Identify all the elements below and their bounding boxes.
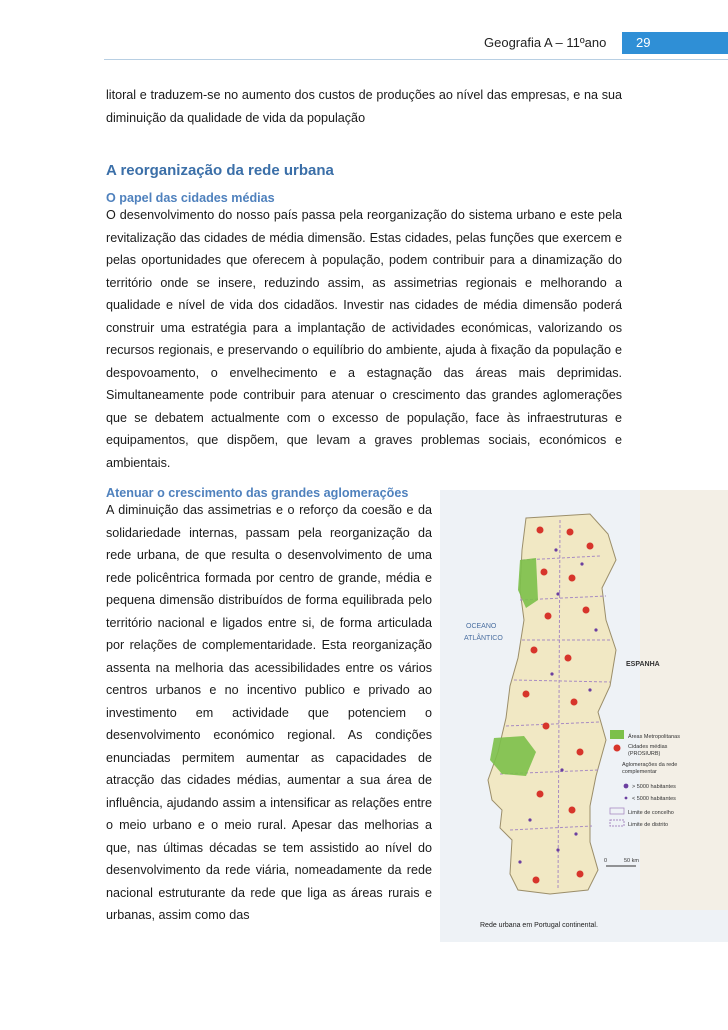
legend-metro: Áreas Metropolitanas (628, 734, 680, 740)
legend-municipal: Limite de concelho (628, 810, 674, 816)
legend-agglo-1: Aglomerações da rede (622, 762, 678, 768)
urban-network-map (440, 490, 728, 942)
intro-paragraph: litoral e traduzem-se no aumento dos custos de produções ao nível das empresas, e na sua diminuição da qualidade de vida da população (106, 88, 622, 125)
header-title: Geografia A – 11ºano (484, 35, 607, 50)
subsection-title-cidades-medias: O papel das cidades médias (106, 191, 275, 205)
legend-district: Limite de distrito (628, 822, 669, 828)
map-caption: Rede urbana em Portugal continental. (480, 922, 598, 929)
paragraph-cidades-medias: O desenvolvimento do nosso país passa pela reorganização do sistema urbano e este pela revitalização das cidades de média dimensão. Estas cidades, pelas funções que exercem e pelas oportunidades que oferecem à população, podem contribuir para a dinamização do território onde se insere, reduzindo assim, as assimetrias regionais e melhorando a qualidade e nível de vida dos cidadãos. Investir nas cidades de média dimensão poderá construir uma estratégia para a implantação de actividades económicas, valorizando os recursos regionais, e preservando o equilíbrio do ambiente, ajuda à fixação da população e despovoamento, o envelhecimento e a estagnação das áreas mais deprimidas. Simultaneamente pode contribuir para atenuar o crescimento das grandes aglomerações que se debatem actualmente com o excesso de população, face às infraestruturas e equipamentos, que dispõem, que levam a graves problemas sociais, económicos e ambientais. (106, 208, 622, 470)
page-header (0, 0, 728, 60)
page-number: 29 (622, 32, 728, 54)
legend-large: > 5000 habitantes (632, 784, 676, 790)
legend-small: < 5000 habitantes (632, 796, 676, 802)
legend-medium-2: (PROSIURB) (628, 751, 661, 757)
paragraph-aglomeracoes: A diminuição das assimetrias e o reforço da coesão e da solidariedade internas, passam pela reorganização da rede urbana, de que resulta o desenvolvimento de uma rede policêntrica formada por centro de grande, média e pequena dimensão distribuídos de forma equilibrada pelo território nacional e ligados entre si, de forma articulada por relações de complementaridade. Esta reorganização assenta na melhoria das acessibilidades entre os vários centros urbanos e no incentivo publico e privado ao investimento em actividade que potenciem o desenvolvimento económico regional. As condições enunciadas permitem aumentar as capacidades de atracção das cidades médias, aumentar a sua área de influência, ajudando assim a intensificar as relações entre o meio urbano e o meio rural. Apesar das melhorias a que, nas últimas décadas se tem assistido ao nível do desenvolvimento da rede viária, nomeadamente da rede nacional estruturante da rede que liga as áreas rurais e urbanas, assim como das (106, 503, 432, 922)
section-title: A reorganização da rede urbana (106, 162, 334, 179)
ocean-label-2: ATLÂNTICO (464, 635, 503, 642)
scale-label: 50 km (624, 858, 639, 864)
header-rule (104, 59, 728, 60)
legend-agglo-2: complementar (622, 769, 657, 775)
subsection-title-aglomeracoes: Atenuar o crescimento das grandes aglomerações (106, 486, 409, 500)
legend-medium-1: Cidades médias (628, 744, 668, 750)
scale-zero: 0 (604, 858, 608, 864)
ocean-label-1: OCEANO (466, 623, 497, 630)
country-label: ESPANHA (626, 661, 660, 668)
